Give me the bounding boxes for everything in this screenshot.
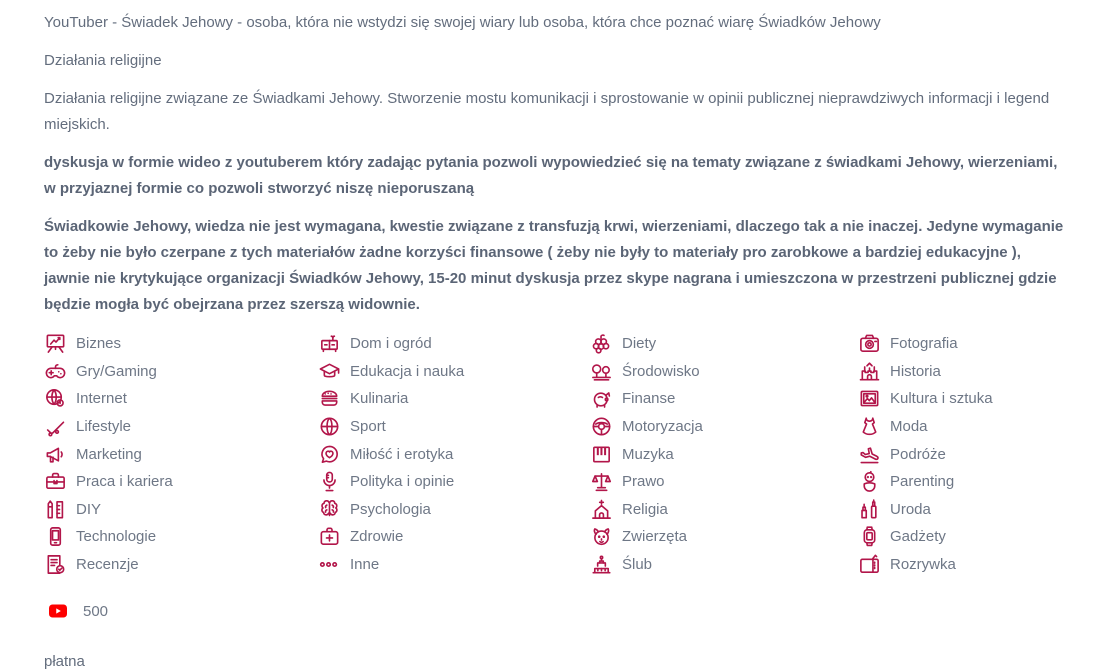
category-item-review-document xyxy=(44,551,318,579)
category-item-piano xyxy=(590,440,858,468)
category-item-ellipsis xyxy=(318,551,590,579)
youtube-icon xyxy=(44,601,72,621)
category-item-church xyxy=(590,496,858,524)
category-label: Internet xyxy=(76,390,127,408)
piggy-bank-icon xyxy=(590,387,613,410)
category-label: Motoryzacja xyxy=(622,418,703,436)
category-label: Rozrywka xyxy=(890,556,956,574)
category-label: Miłość i erotyka xyxy=(350,445,454,463)
category-label: Fotografia xyxy=(890,335,958,353)
skateboard-icon xyxy=(44,415,67,438)
campaign-details-2: Świadkowie Jehowy, wiedza nie jest wymagana, kwestie związane z transfuzją krwi, wierzeniami, dlaczego tak a nie inaczej. Jedyne wymaganie to żeby nie było czerpane z tych materiałów żadne korzyści finansowe ( żeby nie były to materiały pro zarobkowe a bardziej edukacyjne ), jawnie nie krytykujące organizacji Świadków Jehowy, 15-20 minut dyskusja przez skype nagrana i umieszczona w przestrzeni publicznej gdzie będzie mogła być obejrzana przez szerszą widownie. xyxy=(44,218,1064,313)
graduation-cap-icon xyxy=(318,360,341,383)
category-item-heart-bubble xyxy=(318,440,590,468)
burger-icon xyxy=(318,387,341,410)
category-column xyxy=(590,330,858,578)
heart-bubble-icon xyxy=(318,443,341,466)
category-label: Gadżety xyxy=(890,528,946,546)
category-label: Ślub xyxy=(622,556,653,574)
category-item-skateboard xyxy=(44,413,318,441)
megaphone-icon xyxy=(44,443,67,466)
campaign-details-1: dyskusja w formie wideo z youtuberem który zadając pytania pozwoli wypowiedzieć się na tematy związane z świadkami Jehowy, wierzeniami, w przyjaznej formie co pozwoli stworzyć niszę nieporuszaną xyxy=(44,154,1058,197)
piano-icon xyxy=(590,443,613,466)
category-label: Biznes xyxy=(76,335,122,353)
category-label: Edukacja i nauka xyxy=(350,362,465,380)
castle-icon xyxy=(858,360,881,383)
presentation-chart-icon xyxy=(44,332,67,355)
category-item-microphone xyxy=(318,468,590,496)
category-tag: Działania religijne xyxy=(44,52,162,69)
category-item-trees xyxy=(590,358,858,386)
camera-icon xyxy=(858,332,881,355)
category-label: Kultura i sztuka xyxy=(890,390,993,408)
smartwatch-icon xyxy=(858,525,881,548)
category-label: Moda xyxy=(890,418,928,436)
picture-frame-icon xyxy=(858,387,881,410)
category-label: Praca i kariera xyxy=(76,473,173,491)
steering-wheel-icon xyxy=(590,415,613,438)
ball-icon xyxy=(318,415,341,438)
category-item-dress xyxy=(858,413,1066,441)
category-item-first-aid xyxy=(318,523,590,551)
church-icon xyxy=(590,498,613,521)
category-label: Parenting xyxy=(890,473,955,491)
category-item-cosmetics xyxy=(858,496,1066,524)
category-item-berries xyxy=(590,330,858,358)
cosmetics-icon xyxy=(858,498,881,521)
category-item-graduation-cap xyxy=(318,358,590,386)
category-column xyxy=(44,330,318,578)
category-label: Recenzje xyxy=(76,556,139,574)
category-item-presentation-chart xyxy=(44,330,318,358)
microphone-icon xyxy=(318,470,341,493)
category-column xyxy=(858,330,1066,578)
category-label: Zwierzęta xyxy=(622,528,688,546)
category-item-airplane xyxy=(858,440,1066,468)
category-item-castle xyxy=(858,358,1066,386)
category-item-megaphone xyxy=(44,440,318,468)
category-label: Uroda xyxy=(890,500,931,518)
category-label: Marketing xyxy=(76,445,142,463)
smartphone-icon xyxy=(44,525,67,548)
tv-icon xyxy=(858,553,881,576)
category-item-ball xyxy=(318,413,590,441)
category-label: Religia xyxy=(622,500,668,518)
category-label: Sport xyxy=(350,418,386,436)
category-label: Środowisko xyxy=(622,362,700,380)
category-item-burger xyxy=(318,385,590,413)
wedding-cake-icon xyxy=(590,553,613,576)
airplane-icon xyxy=(858,443,881,466)
furniture-icon xyxy=(318,332,341,355)
briefcase-icon xyxy=(44,470,67,493)
platform-requirement xyxy=(44,601,1066,621)
category-label: Muzyka xyxy=(622,445,674,463)
gamepad-icon xyxy=(44,360,67,383)
ellipsis-icon xyxy=(318,553,341,576)
category-item-smartwatch xyxy=(858,523,1066,551)
category-label: Inne xyxy=(350,556,380,574)
category-label: Psychologia xyxy=(350,500,431,518)
category-column xyxy=(318,330,590,578)
globe-icon xyxy=(44,387,67,410)
category-label: Zdrowie xyxy=(350,528,404,546)
category-item-wedding-cake xyxy=(590,551,858,579)
baby-icon xyxy=(858,470,881,493)
category-item-gamepad xyxy=(44,358,318,386)
category-label: Podróże xyxy=(890,445,946,463)
category-label: Historia xyxy=(890,362,941,380)
category-label: Polityka i opinie xyxy=(350,473,455,491)
category-item-camera xyxy=(858,330,1066,358)
category-item-dog xyxy=(590,523,858,551)
campaign-title: YouTuber - Świadek Jehowy - osoba, która nie wstydzi się swojej wiary lub osoba, która chce poznać wiarę Świadków Jehowy xyxy=(44,14,881,31)
first-aid-icon xyxy=(318,525,341,548)
category-item-scales xyxy=(590,468,858,496)
brain-icon xyxy=(318,498,341,521)
category-item-briefcase xyxy=(44,468,318,496)
berries-icon xyxy=(590,332,613,355)
category-item-pencil-ruler xyxy=(44,496,318,524)
category-item-steering-wheel xyxy=(590,413,858,441)
category-label: DIY xyxy=(76,500,102,518)
category-item-piggy-bank xyxy=(590,385,858,413)
campaign-description: Działania religijne związane ze Świadkami Jehowy. Stworzenie mostu komunikacji i sprostowanie w opinii publicznej nieprawdziwych informacji i legend miejskich. xyxy=(44,90,1050,133)
category-label: Diety xyxy=(622,335,657,353)
category-item-baby xyxy=(858,468,1066,496)
category-item-brain xyxy=(318,496,590,524)
pencil-ruler-icon xyxy=(44,498,67,521)
category-label: Gry/Gaming xyxy=(76,362,157,380)
category-label: Kulinaria xyxy=(350,390,409,408)
dress-icon xyxy=(858,415,881,438)
dog-icon xyxy=(590,525,613,548)
category-label: Dom i ogród xyxy=(350,335,432,353)
trees-icon xyxy=(590,360,613,383)
category-item-smartphone xyxy=(44,523,318,551)
category-item-picture-frame xyxy=(858,385,1066,413)
payment-status: płatna xyxy=(44,653,85,670)
category-label: Finanse xyxy=(622,390,676,408)
category-grid xyxy=(44,330,1066,578)
category-item-globe xyxy=(44,385,318,413)
platform-subscribers-value: 500 xyxy=(83,602,109,620)
category-item-tv xyxy=(858,551,1066,579)
category-item-furniture xyxy=(318,330,590,358)
review-document-icon xyxy=(44,553,67,576)
category-label: Prawo xyxy=(622,473,665,491)
category-label: Technologie xyxy=(76,528,157,546)
scales-icon xyxy=(590,470,613,493)
category-label: Lifestyle xyxy=(76,418,132,436)
